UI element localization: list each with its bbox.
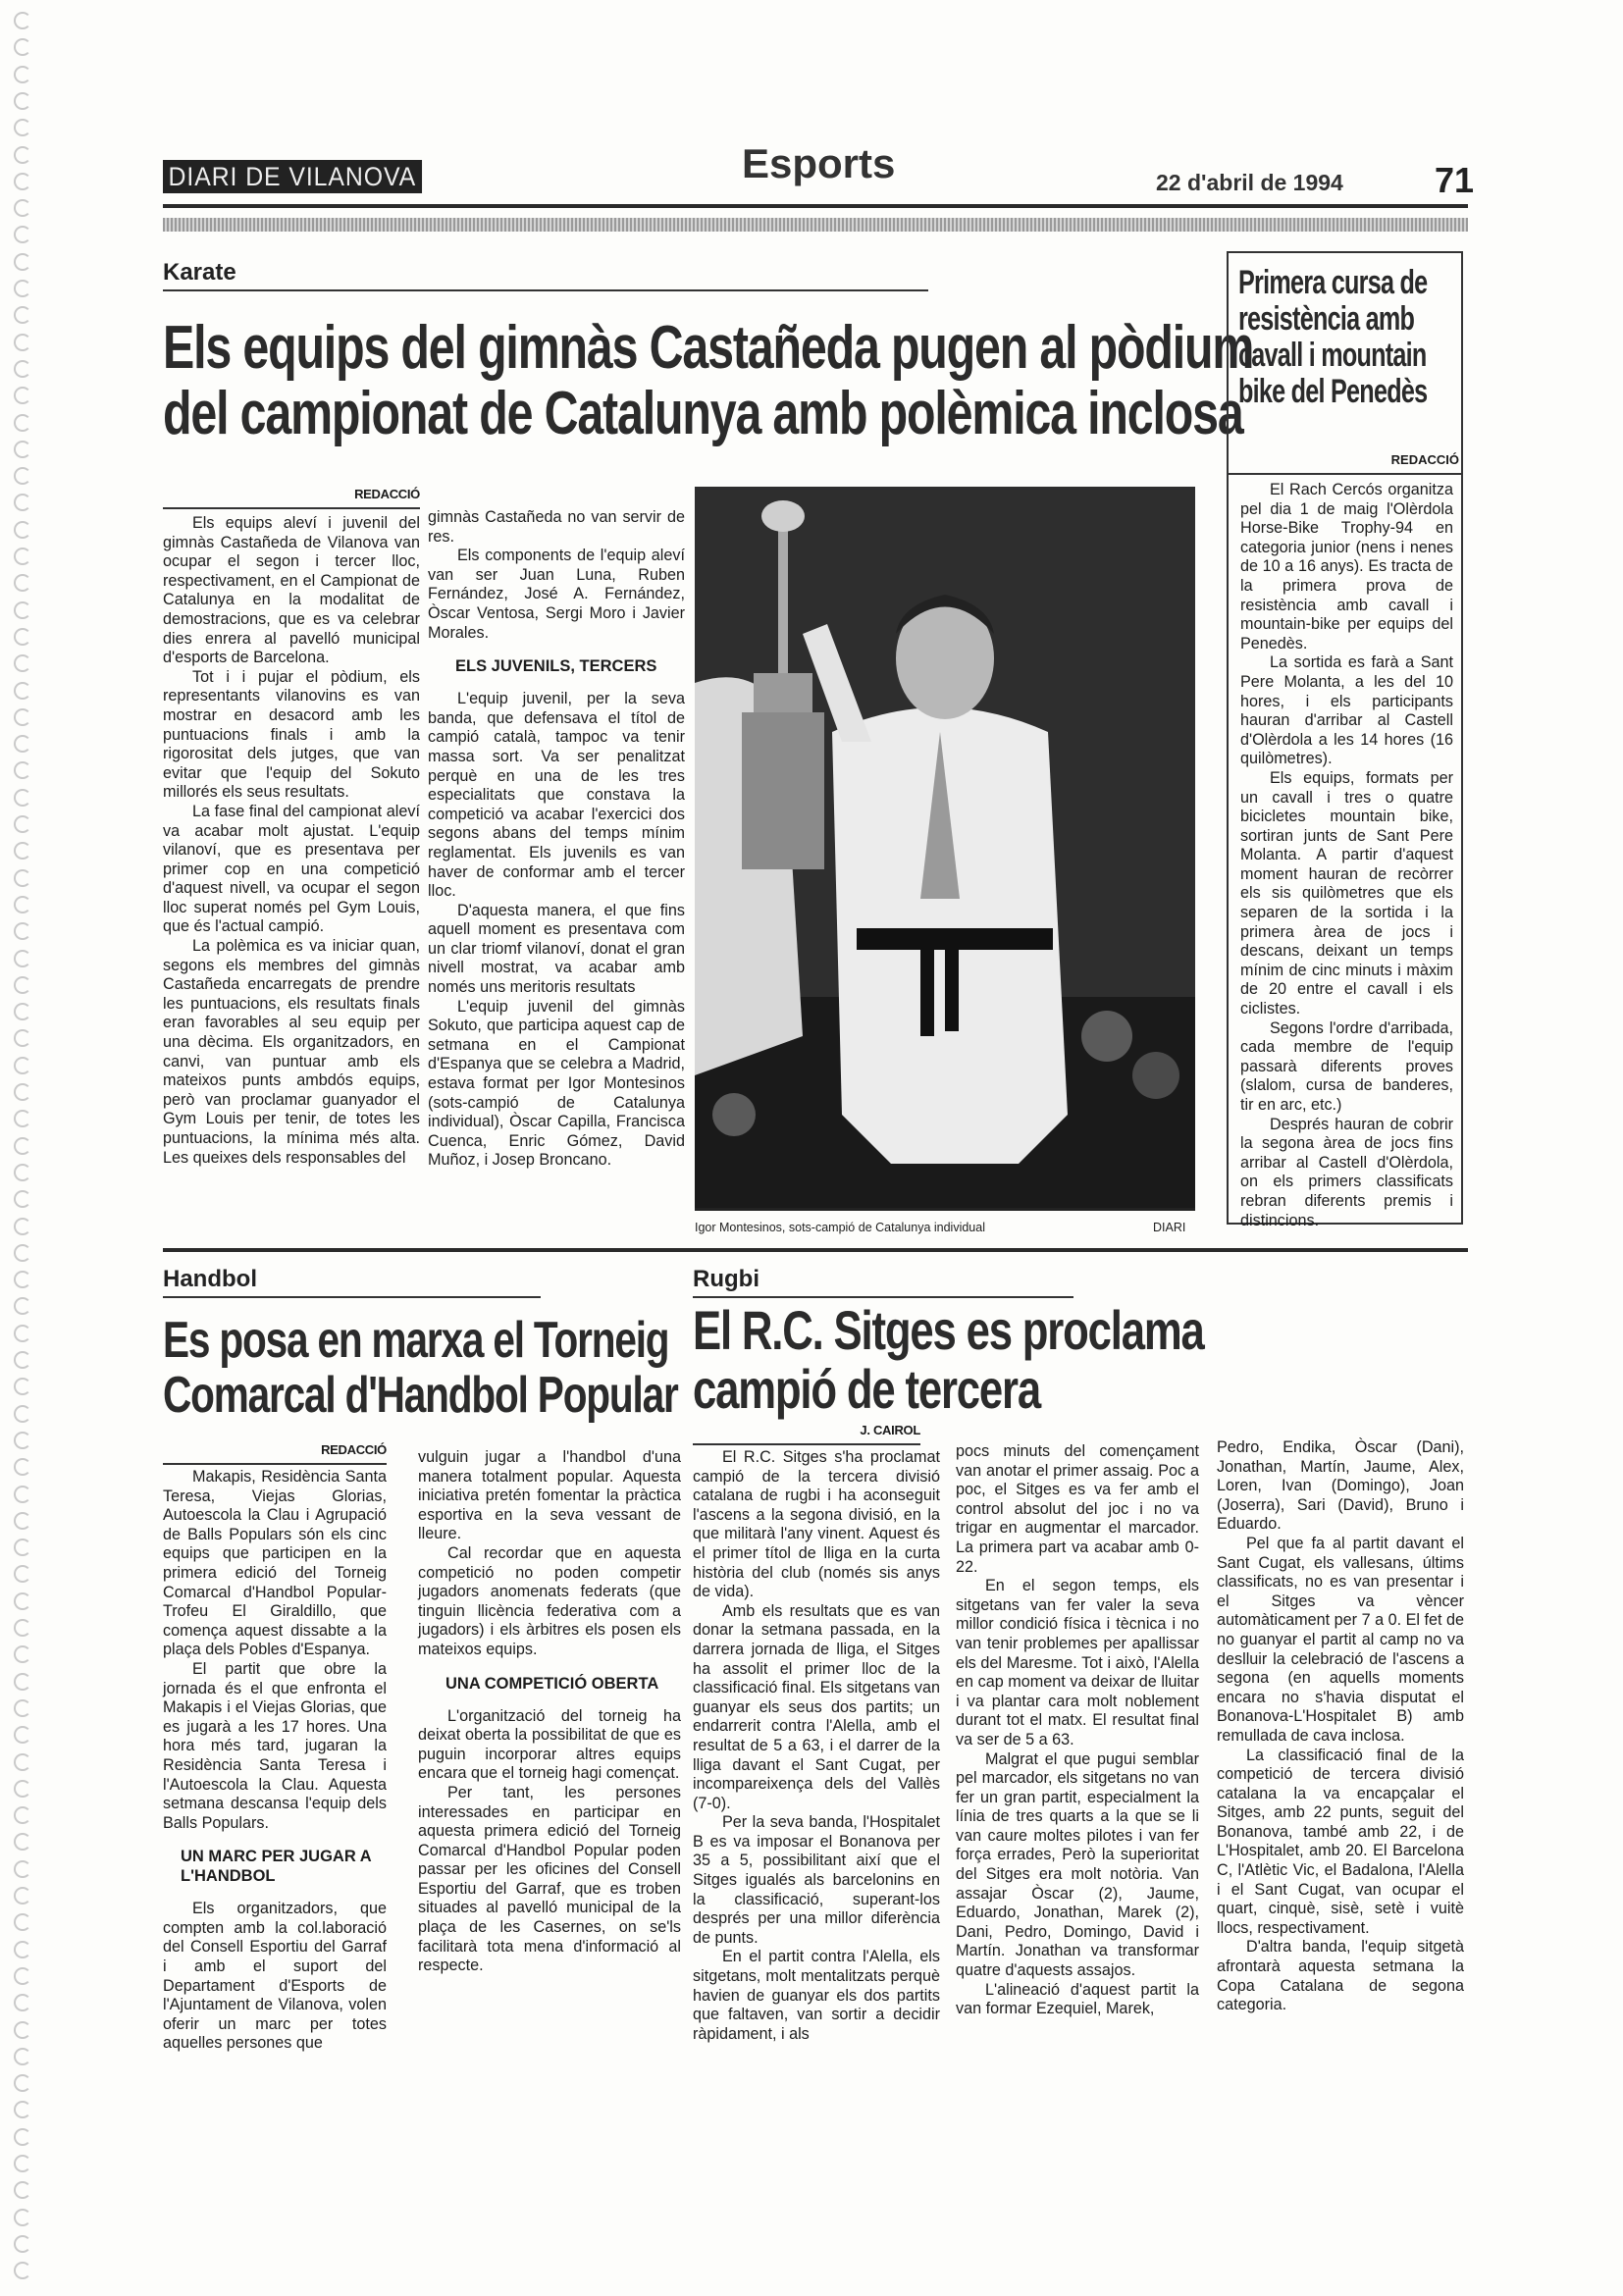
binder-hole-icon — [14, 2155, 31, 2172]
section-title: Esports — [742, 140, 896, 186]
karate-column-2 — [428, 508, 685, 1171]
binder-hole-icon — [14, 950, 31, 967]
binder-hole-icon — [14, 601, 31, 619]
paragraph: El partit que obre la jornada és el que enfronta el Makapis i el Viejas Glorias, que es jugarà a les 17 hores. Una hora més tard, jugaran la Residència Santa Teresa i l'Autoescola la Clau. Aquesta setmana descansa l'equip dels Balls Populars. — [163, 1659, 387, 1832]
binder-hole-icon — [14, 1539, 31, 1556]
karate-headline-line1: Els equips del gimnàs Castañeda pugen al pòdium — [163, 314, 1254, 382]
karate-athlete-image — [695, 487, 1195, 1208]
binder-hole-icon — [14, 1860, 31, 1878]
binder-hole-icon — [14, 2074, 31, 2092]
handbol-headline-line1: Es posa en marxa el Torneig — [163, 1312, 669, 1369]
binder-hole-icon — [14, 199, 31, 217]
sidebar-headline — [1238, 264, 1428, 410]
paragraph: Per tant, les persones interessades en participar en aquesta primera edició del Torneig Comarcal d'Handbol Popular poden passar per les oficines del Consell Esportiu del Garraf, que es troben situades al pavelló municipal de la plaça de les Casernes, on se'ls facilitarà tota mena d'informació al respecte. — [418, 1783, 681, 1975]
paragraph: El Rach Cercós organitza pel dia 1 de maig l'Olèrdola Horse-Bike Trophy-94 en categoria junior (nens i nenes de 10 a 16 anys). Es tracta de la primera prova de resistència amb cavall i mountain-bike per equips del Penedès. — [1240, 481, 1453, 652]
binder-hole-icon — [14, 1887, 31, 1905]
binder-hole-icon — [14, 173, 31, 190]
issue-date: 22 d'abril de 1994 — [1156, 170, 1343, 195]
binder-hole-icon — [14, 467, 31, 485]
binder-hole-icon — [14, 1271, 31, 1288]
section-separator — [163, 1248, 1468, 1252]
paragraph: gimnàs Castañeda no van servir de res. — [428, 508, 685, 546]
binder-hole-icon — [14, 2209, 31, 2226]
binder-hole-icon — [14, 896, 31, 913]
paragraph: En el partit contra l'Alella, els sitgetans, molt mentalitzats perquè havien de guanyar els dos partits que faltaven, van sortir a decidir ràpidament, i als — [693, 1948, 940, 2043]
binder-hole-icon — [14, 1941, 31, 1958]
binder-hole-icon — [14, 494, 31, 511]
binder-hole-icon — [14, 334, 31, 351]
binder-hole-icon — [14, 12, 31, 29]
binder-hole-icon — [14, 1057, 31, 1074]
rugbi-column-3 — [1217, 1438, 1464, 2015]
binder-hole-icon — [14, 1029, 31, 1047]
photo-caption: Igor Montesinos, sots-campió de Catalunya individual — [695, 1221, 985, 1234]
binder-hole-icon — [14, 1378, 31, 1395]
binder-hole-icon — [14, 1726, 31, 1744]
handbol-headline-line2: Comarcal d'Handbol Popular — [163, 1367, 678, 1425]
karate-photo — [695, 487, 1195, 1211]
binder-hole-icon — [14, 789, 31, 807]
paragraph: D'altra banda, l'equip sitgetà afrontarà aquesta setmana la Copa Catalana de segona categoria. — [1217, 1938, 1464, 2014]
paragraph: La classificació final de la competició de tercera divisió catalana la va encapçalar el Sitges, amb 22 punts, seguit del Bonanova, també amb 22, i de L'Hospitalet, amb 20. El Barcelona C, l'Atlètic Vic, el Badalona, l'Alella i el Sant Cugat, van ocupar el quart, cinquè, sisè, setè i vuitè llocs, respectivament. — [1217, 1746, 1464, 1937]
paragraph: El R.C. Sitges s'ha proclamat campió de la tercera divisió catalana de rugbi i ha aconseguit l'ascens a la segona divisió, en la que militarà l'any vinent. Aquest és el primer títol de lliga en la curta història del club (només sis anys de vida). — [693, 1448, 940, 1601]
paragraph: Després hauran de cobrir la segona àrea de jocs fins arribar al Castell d'Olèrdola, on els primers classificats rebran diferents premis i distincions. — [1240, 1115, 1453, 1229]
handbol-subhead-1: UN MARC PER JUGAR A L'HANDBOL — [181, 1848, 372, 1886]
handbol-column-1 — [163, 1468, 387, 2054]
rugbi-headline-line2: campió de tercera — [693, 1358, 1040, 1421]
rugbi-headline — [693, 1301, 1204, 1420]
photo-credit: DIARI — [1153, 1221, 1186, 1234]
binder-hole-icon — [14, 1565, 31, 1583]
karate-headline — [163, 316, 1253, 447]
karate-headline-line2: del campionat de Catalunya amb polèmica inclosa — [163, 379, 1243, 447]
binder-hole-icon — [14, 1325, 31, 1342]
binder-hole-icon — [14, 735, 31, 753]
binder-hole-icon — [14, 1673, 31, 1691]
paragraph: D'aquesta manera, el que fins aquell moment es presentava com un clar triomf vilanoví, donat el gran nivell mostrat, va acabar amb només uns meritoris resultats — [428, 901, 685, 997]
binder-hole-icon — [14, 1137, 31, 1155]
handbol-headline — [163, 1313, 678, 1423]
binder-hole-icon — [14, 682, 31, 700]
binder-hole-icon — [14, 2235, 31, 2253]
sidebar-headline-line: resistència amb — [1238, 300, 1415, 338]
paragraph: L'organització del torneig ha deixat oberta la possibilitat de que es puguin incorporar altres equips encara que el torneig hagi començat. — [418, 1706, 681, 1783]
binder-hole-icon — [14, 1351, 31, 1369]
binder-hole-icon — [14, 38, 31, 56]
binder-hole-icon — [14, 226, 31, 243]
paragraph: L'equip juvenil, per la seva banda, que defensava el títol de campió català, tampoc va tenir massa sort. Va ser penalitzat perquè en una de les tres especialitats que constava la competició va acabar l'exercici dos segons abans del temps mínim reglamentat. Els juvenils es van haver de conformar amb el tercer lloc. — [428, 690, 685, 901]
paragraph: Tot i i pujar el pòdium, els representants vilanovins es van mostrar en desacord amb les puntuacions finals i amb la rigorositat dels jutges, que van evitar que l'equip del Sokuto millorés els seus resultats. — [163, 667, 420, 802]
sidebar-article — [1227, 251, 1463, 1229]
binder-hole-icon — [14, 1190, 31, 1208]
binder-hole-icon — [14, 92, 31, 110]
rugbi-column-1 — [693, 1448, 940, 2044]
paragraph: Pel que fa al partit davant el Sant Cugat, els vallesans, últims classificats, no es van presentar i el Sitges va vèncer automàticament per 7 a 0. El fet de no guanyar el partit al camp no va deslluir la celebració de l'ascens a segona (en aquells moments encara no s'havia disputat el Bonanova-L'Hospitalet B) amb remullada de cava inclosa. — [1217, 1534, 1464, 1745]
paragraph: Per la seva banda, l'Hospitalet B es va imposar el Bonanova per 35 a 5, possibilitant així que el Sitges igualés als barcelonins en la classificació, superant-los després per una millor diferència de punts. — [693, 1813, 940, 1947]
paragraph: vulguin jugar a l'handbol d'una manera totalment popular. Aquesta iniciativa pretén fomentar la pràctica esportiva en la seva vessant de lleure. — [418, 1448, 681, 1543]
binder-hole-icon — [14, 1432, 31, 1449]
binder-hole-icon — [14, 280, 31, 297]
binder-hole-icon — [14, 654, 31, 672]
sidebar-byline: REDACCIÓ — [1390, 452, 1459, 467]
binder-hole-icon — [14, 1994, 31, 2011]
paragraph: La sortida es farà a Sant Pere Molanta, a les del 10 hores, i els participants hauran d'arribar al Castell d'Olèrdola a les 14 hores (16 quilòmetres). — [1240, 653, 1453, 768]
binder-hole-icon — [14, 1833, 31, 1851]
paragraph: Els components de l'equip aleví van ser Juan Luna, Ruben Fernández, José A. Fernández, Òscar Ventosa, Sergi Moro i Javier Morales. — [428, 547, 685, 642]
binder-hole-icon — [14, 441, 31, 458]
paragraph: Els organitzadors, que compten amb la col.laboració del Consell Esportiu del Garraf i amb el suport del Departament d'Esports de l'Ajuntament de Vilanova, volen oferir un marc per totes aquelles persones que — [163, 1900, 387, 2053]
binder-hole-icon — [14, 2101, 31, 2118]
binder-hole-icon — [14, 1486, 31, 1503]
rugbi-column-2 — [956, 1442, 1199, 2019]
binder-hole-icon — [14, 1619, 31, 1637]
binder-holes — [14, 0, 35, 2296]
paragraph: Els equips, formats per un cavall i tres o quatre bicicletes mountain bike, sortiran junts de Sant Pere Molanta. A partir d'aquest moment hauran de recòrrer els sis quilòmetres que els separen de la sortida i la primera àrea de jocs i descans, deixant un temps mínim de cinc minuts i màxim de 20 entre el cavall i els ciclistes. — [1240, 768, 1453, 1018]
karate-column-1 — [163, 514, 420, 1168]
sidebar-body — [1229, 475, 1461, 1230]
binder-hole-icon — [14, 869, 31, 887]
masthead-hatch-band — [163, 218, 1468, 232]
binder-hole-icon — [14, 1780, 31, 1798]
binder-hole-icon — [14, 1512, 31, 1530]
binder-hole-icon — [14, 708, 31, 726]
binder-hole-icon — [14, 119, 31, 136]
binder-hole-icon — [14, 1218, 31, 1235]
binder-hole-icon — [14, 360, 31, 378]
binder-hole-icon — [14, 1967, 31, 1985]
binder-hole-icon — [14, 414, 31, 432]
binder-hole-icon — [14, 1913, 31, 1931]
binder-hole-icon — [14, 1806, 31, 1824]
paragraph: Segons l'ordre d'arribada, cada membre de l'equip passarà diferents proves (slalom, cursa de banderes, tir en arc, etc.) — [1240, 1018, 1453, 1114]
binder-hole-icon — [14, 66, 31, 83]
binder-hole-icon — [14, 1699, 31, 1717]
binder-hole-icon — [14, 1753, 31, 1771]
binder-hole-icon — [14, 761, 31, 779]
binder-hole-icon — [14, 628, 31, 646]
binder-hole-icon — [14, 146, 31, 164]
paragraph: Malgrat el que pugui semblar pel marcador, els sitgetans no van fer un gran partit, especialment la línia de tres quarts a la que se li van caure moltes pilotes i van fer força errades, Però la superioritat del Sitges era molt notòria. Van assajar Òscar (2), Jaume, Eduardo, Jonathan, Marek (2), Dani, Pedro, Domingo, David i Martín. Jonathan va transformar quatre d'aquests assajos. — [956, 1749, 1199, 1980]
paragraph: L'equip juvenil del gimnàs Sokuto, que participa aquest cap de setmana en el Campionat d'Espanya que se celebra a Madrid, estava format per Igor Montesinos (sots-campió de Catalunya individual), Òscar Capilla, Francisca Cuenca, Enric Gómez, David Muñoz, i Josep Broncano. — [428, 997, 685, 1170]
binder-hole-icon — [14, 1645, 31, 1663]
binder-hole-icon — [14, 1297, 31, 1315]
binder-hole-icon — [14, 2128, 31, 2146]
paragraph: La fase final del campionat aleví va acabar molt ajustat. L'equip vilanoví, que es presentava per primer cop en una competició d'aquest nivell, va ocupar el segon lloc superat només pel Gym Louis, que és l'actual campió. — [163, 802, 420, 936]
binder-hole-icon — [14, 2262, 31, 2279]
page-number: 71 — [1435, 160, 1475, 200]
binder-hole-icon — [14, 1110, 31, 1127]
rugbi-headline-line1: El R.C. Sitges es proclama — [693, 1299, 1204, 1361]
binder-hole-icon — [14, 922, 31, 940]
sidebar-header — [1229, 253, 1461, 475]
binder-hole-icon — [14, 306, 31, 324]
paragraph: Amb els resultats que es van donar la setmana passada, en la darrera jornada de lliga, el Sitges ha assolit el primer lloc de la classificació final. Els sitgetans van guanyar els seus dos partits; un endarrerit contra l'Alella, amb el resultat de 5 a 63, i el darrer de la lliga davant el Sant Cugat, per incompareixença dels del Vallès (7-0). — [693, 1601, 940, 1812]
binder-hole-icon — [14, 1003, 31, 1020]
binder-hole-icon — [14, 1164, 31, 1181]
handbol-kicker: Handbol — [163, 1266, 541, 1298]
karate-byline: REDACCIÓ — [163, 487, 420, 509]
handbol-byline: REDACCIÓ — [163, 1442, 387, 1465]
binder-hole-icon — [14, 1405, 31, 1423]
paragraph: pocs minuts del començament van anotar el primer assaig. Poc a poc, el Sitges es va fer amb el control absolut del joc i no va trigar en augmentar el marcador. La primera part va acabar amb 0-22. — [956, 1442, 1199, 1576]
binder-hole-icon — [14, 2181, 31, 2199]
binder-hole-icon — [14, 1244, 31, 1262]
karate-subhead: ELS JUVENILS, TERCERS — [455, 657, 657, 676]
binder-hole-icon — [14, 574, 31, 592]
masthead-rule — [163, 204, 1468, 208]
paragraph: La polèmica es va iniciar quan, segons els membres del gimnàs Castañeda encarregats de prendre les puntuacions, els resultats finals eran favorables al seu equip per una dècima. Els organitzadors, en canvi, van puntuar amb els mateixos punts ambdós equips, però van proclamar guanyador el Gym Louis per tenir, de totes les puntuacions, la mínima més alta. Les queixes dels responsables del — [163, 937, 420, 1167]
binder-hole-icon — [14, 1083, 31, 1101]
binder-hole-icon — [14, 815, 31, 833]
binder-hole-icon — [14, 842, 31, 860]
sidebar-headline-line: Primera cursa de — [1238, 264, 1428, 301]
binder-hole-icon — [14, 253, 31, 271]
handbol-subhead-2: UNA COMPETICIÓ OBERTA — [445, 1674, 659, 1693]
paragraph: Pedro, Endika, Òscar (Dani), Jonathan, Martín, Jaume, Alex, Loren, Ivan (Domingo), Joan (Joserra), Sari (David), Bruno i Eduardo. — [1217, 1438, 1464, 1534]
binder-hole-icon — [14, 548, 31, 565]
binder-hole-icon — [14, 387, 31, 404]
rugbi-kicker: Rugbi — [693, 1266, 1073, 1298]
paragraph: Cal recordar que en aquesta competició no poden competir jugadors anomenats federats (que tinguin llicència federativa com a jugadors) i els àrbitres els posen els mateixos equips. — [418, 1543, 681, 1658]
paragraph: Els equips aleví i juvenil del gimnàs Castañeda de Vilanova van ocupar el segon i tercer lloc, respectivament, en el Campionat de Catalunya en la modalitat de demostracions, que es va celebrar dies enrera al pavelló municipal d'esports de Barcelona. — [163, 514, 420, 667]
binder-hole-icon — [14, 976, 31, 994]
paragraph: Makapis, Residència Santa Teresa, Viejas Glorias, Autoescola la Clau i Agrupació de Balls Populars són els cinc equips que participen en la primera edició del Torneig Comarcal d'Handbol Popular-Trofeu El Giraldillo, que comença aquest dissabte a la plaça dels Pobles d'Espanya. — [163, 1468, 387, 1659]
binder-hole-icon — [14, 1458, 31, 1476]
handbol-column-2 — [418, 1448, 681, 1976]
sidebar-headline-line: cavall i mountain — [1238, 337, 1427, 374]
binder-hole-icon — [14, 1592, 31, 1610]
binder-hole-icon — [14, 2048, 31, 2065]
sidebar-headline-line: bike del Penedès — [1238, 373, 1428, 410]
binder-hole-icon — [14, 2021, 31, 2039]
karate-kicker: Karate — [163, 259, 928, 291]
rugbi-byline: J. CAIROL — [693, 1423, 920, 1445]
paragraph: En el segon temps, els sitgetans van fer valer la seva millor condició física i tècnica i no van tenir problemes per apallissar els del Maresme. Tot i això, l'Alella en cap moment va deixar de lluitar i va plantar cara molt noblement durant tot el matx. El resultat final va ser de 5 a 63. — [956, 1577, 1199, 1748]
paragraph: L'alineació d'aquest partit la van formar Ezequiel, Marek, — [956, 1980, 1199, 2018]
newspaper-logo: DIARI DE VILANOVA — [163, 160, 422, 193]
binder-hole-icon — [14, 521, 31, 539]
